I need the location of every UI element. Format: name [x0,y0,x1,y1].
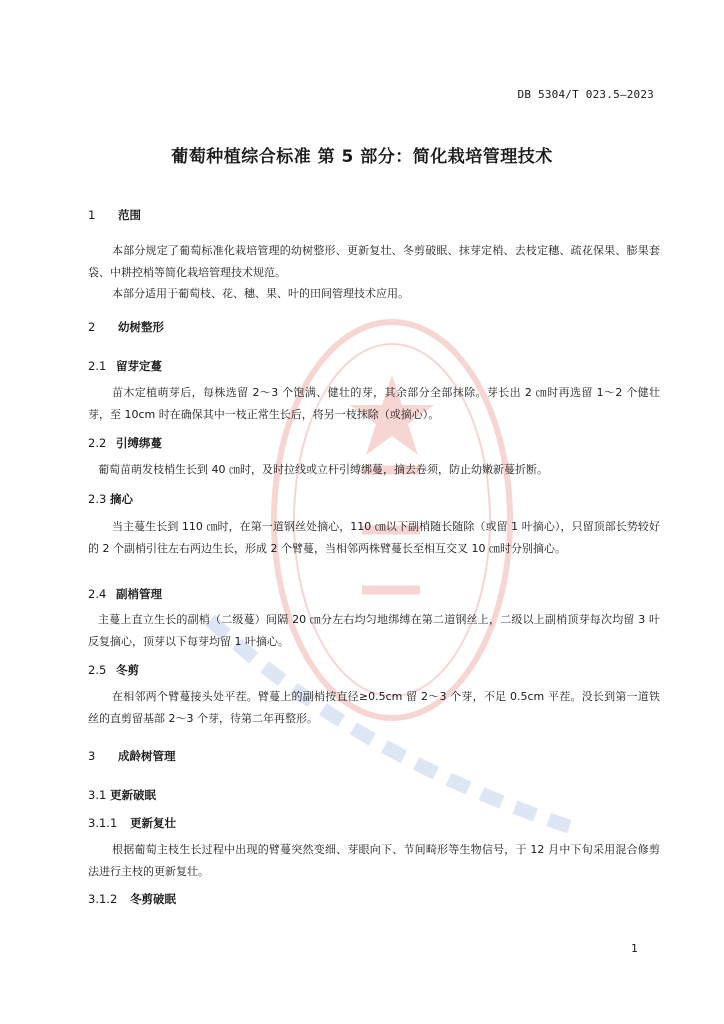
section-title: 冬剪 [116,663,139,677]
section-number: 2.4 [88,587,107,601]
subsection-heading [88,787,156,803]
paragraph: 在相邻两个臂蔓接头处平茬。臂蔓上的副梢按直径≥0.5cm 留 2～3 个芽，不足 0.5cm 平茬。没长到第一道铁丝的直剪留基部 2～3 个芽，待第二年再整形。 [88,690,660,725]
section-title: 更新破眠 [110,788,156,802]
section-number: 3 [88,749,96,763]
section-title: 冬剪破眠 [130,892,176,906]
section-title: 范围 [118,208,141,222]
section-number: 3.1 [88,788,107,802]
paragraph: 葡萄苗萌发枝梢生长到 40 ㎝时，及时拉线或立杆引缚绑蔓，摘去卷须，防止幼嫩新蔓折断。 [98,463,548,476]
standard-code: DB 5304/T 023.5—2023 [517,88,654,101]
section-title: 更新复壮 [130,816,176,830]
section-title: 成龄树管理 [118,749,176,763]
section-number: 3.1.1 [88,816,118,830]
paragraph: 苗木定植萌芽后，每株选留 2～3 个饱满、健壮的芽，其余部分全部抹除。芽长出 2 ㎝时再选留 1～2 个健壮芽，至 10cm 时在确保其中一枝正常生长后，将另一枝抹除（或摘心）。 [88,386,660,421]
paragraph: 根据葡萄主枝生长过程中出现的臂蔓突然变细、芽眼向下、节间畸形等生物信号，于 12 月中下旬采用混合修剪法进行主枝的更新复壮。 [88,843,660,878]
section-title: 幼树整形 [118,320,164,334]
section-title: 摘心 [110,492,133,506]
section-number: 2.1 [88,359,107,373]
section-number: 2 [88,320,96,334]
subsection-heading [88,491,133,507]
section-number: 2.2 [88,436,107,450]
section-number: 2.3 [88,492,107,506]
section-title: 留芽定蔓 [116,359,162,373]
subsection-heading [88,358,162,374]
subsection-heading [88,815,176,831]
paragraph: 主蔓上直立生长的副梢（二级蔓）间隔 20 ㎝分左右均匀地绑缚在第二道钢丝上，二级以上副梢顶芽每次均留 3 叶反复摘心，顶芽以下每芽均留 1 叶摘心。 [88,613,660,648]
document-title: 葡萄种植综合标准 第 5 部分：简化栽培管理技术 [171,147,553,167]
subsection-heading [88,891,176,907]
subsection-heading [88,586,162,602]
paragraph: 本部分适用于葡萄枝、花、穗、果、叶的田间管理技术应用。 [112,287,409,300]
section-title: 引缚绑蔓 [116,436,162,450]
paragraph: 本部分规定了葡萄标准化栽培管理的幼树整形、更新复壮、冬剪破眠、抹芽定梢、去枝定穗、疏花保果、膨果套袋、中耕控梢等简化栽培管理技术规范。 [88,244,660,279]
paragraph: 当主蔓生长到 110 ㎝时，在第一道钢丝处摘心，110 ㎝以下副梢随长随除（或留 1 叶摘心），只留顶部长势较好的 2 个副梢引往左右两边生长，形成 2 个臂蔓，当相邻两株臂蔓长至相互交叉 10 ㎝时分别摘心。 [88,520,660,555]
subsection-heading [88,435,162,451]
page-number: 1 [631,942,638,955]
section-title: 副梢管理 [116,587,162,601]
subsection-heading [88,662,139,678]
section-number: 1 [88,208,96,222]
section-heading [88,319,164,335]
section-number: 3.1.2 [88,892,118,906]
section-number: 2.5 [88,663,107,677]
section-heading [88,207,141,223]
section-heading [88,748,176,764]
